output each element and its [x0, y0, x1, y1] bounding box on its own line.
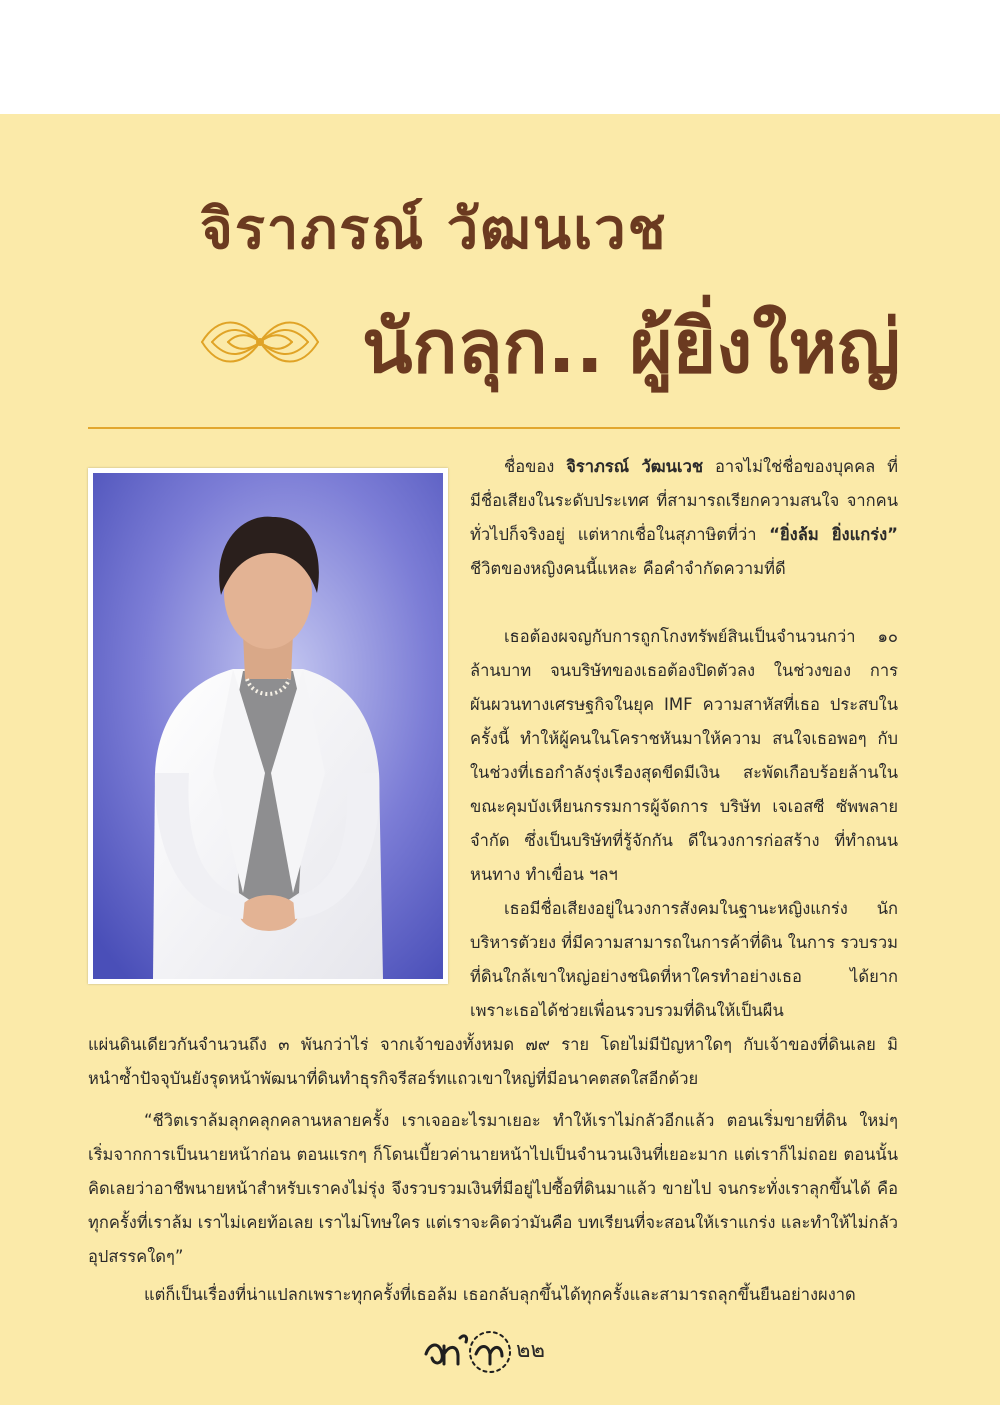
paragraph-reputation-continued: แผ่นดินเดียวกันจำนวนถึง ๓ พันกว่าไร่ จากเจ้าของทั้งหมด ๗๙ ราย โดยไม่มีปัญหาใดๆ กับเจ้าของที่ดินเลย มิหนำซ้ำปัจจุบันยังรุดหน้าพัฒนาที่ดินทำธุรกิจรีสอร์ทแถวเขาใหญ่ที่มีอนาคตสดใสอีกด้วย: [88, 1035, 898, 1088]
flourish-ornament-icon: [198, 310, 322, 374]
title-divider: [88, 427, 900, 429]
paragraph-quote: “ชีวิตเราล้มลุกคลุกคลานหลายครั้ง เราเจออะไรมาเยอะ ทำให้เราไม่กลัวอีกแล้ว ตอนเริ่มขายที่ดิน ใหม่ๆ เริ่มจากการเป็นนายหน้าก่อน ตอนแรกๆ ก็โดนเบี้ยวค่านายหน้าไปเป็นจำนวนเงินที่เยอะมาก แต่เราก็ไม่ถอย ตอนนั้นคิดเลยว่าอาชีพนายหน้าสำหรับเราคงไม่รุ่ง จึงรวบรวมเงินที่มีอยู่ไปซื้อที่ดินมาแล้ว ขายไป จนกระทั่งเราลุกขึ้นได้ คือทุกครั้งที่เราล้ม เราไม่เคยท้อเลย เราไม่โทษใคร แต่เราจะคิดว่ามันคือ บทเรียนที่จะสอนให้เราแกร่ง และทำให้ไม่กลัวอุปสรรคใดๆ”: [88, 1111, 898, 1266]
article-title-tagline: นักลุก.. ผู้ยิ่งใหญ่: [362, 304, 901, 390]
article-title-name: จิราภรณ์ วัฒนเวช: [200, 197, 668, 262]
paragraph-reputation-start: เธอมีชื่อเสียงอยู่ในวงการสังคมในฐานะหญิงแกร่ง นักบริหารตัวยง ที่มีความสามารถในการค้าที่ดิน ในการ รวบรวมที่ดินใกล้เขาใหญ่อย่างชนิดที่หาใครทำอย่างเธอ ได้ยาก เพราะเธอได้ช่วยเพื่อนรวบรวมที่ดินให้เป็นผืน: [470, 899, 898, 1020]
paragraph-intro: [470, 450, 898, 586]
paragraph-fraud: เธอต้องผจญกับการถูกโกงทรัพย์สินเป็นจำนวนกว่า ๑๐ ล้านบาท จนบริษัทของเธอต้องปิดตัวลง ในช่วงของ การผันผวนทางเศรษฐกิจในยุค IMF ความสาหัสที่เธอ ประสบในครั้งนี้ ทำให้ผู้คนในโคราชหันมาให้ความ สนใจเธอพอๆ กับในช่วงที่เธอกำลังรุ่งเรืองสุดขีดมีเงิน สะพัดเกือบร้อยล้านในขณะคุมบังเหียนกรรมการผู้จัดการ บริษัท เจเอสซี ซัพพลาย จำกัด ซึ่งเป็นบริษัทที่รู้จักกัน ดีในวงการก่อสร้าง ที่ทำถนนหนทาง ทำเขื่อน ฯลฯ: [470, 627, 898, 884]
magazine-logo-icon: [420, 1324, 512, 1378]
portrait-photo: [88, 468, 448, 984]
intro-text-a: ชื่อของ: [504, 457, 567, 476]
page-number: ๒๒: [516, 1338, 546, 1363]
intro-text-c: ชีวิตของหญิงคนนี้แหละ คือคำจำกัดความที่ดี: [470, 559, 786, 578]
magazine-page: [0, 114, 1000, 1405]
intro-text-b: อาจไม่ใช่ชื่อของบุคคล ที่มีชื่อเสียงในระดับประเทศ ที่สามารถเรียกความสนใจ จากคนทั่วไปก็จริงอยู่ แต่หากเชื่อในสุภาษิตที่ว่า: [470, 457, 898, 544]
paragraph-closing: แต่ก็เป็นเรื่องที่น่าแปลกเพราะทุกครั้งที่เธอล้ม เธอกลับลุกขึ้นได้ทุกครั้งและสามารถลุกขึ้นยืนอย่างผงาด: [144, 1285, 856, 1304]
intro-quote-bold: “ยิ่งล้ม ยิ่งแกร่ง”: [769, 525, 898, 544]
intro-name-bold: จิราภรณ์ วัฒนเวช: [566, 457, 704, 476]
